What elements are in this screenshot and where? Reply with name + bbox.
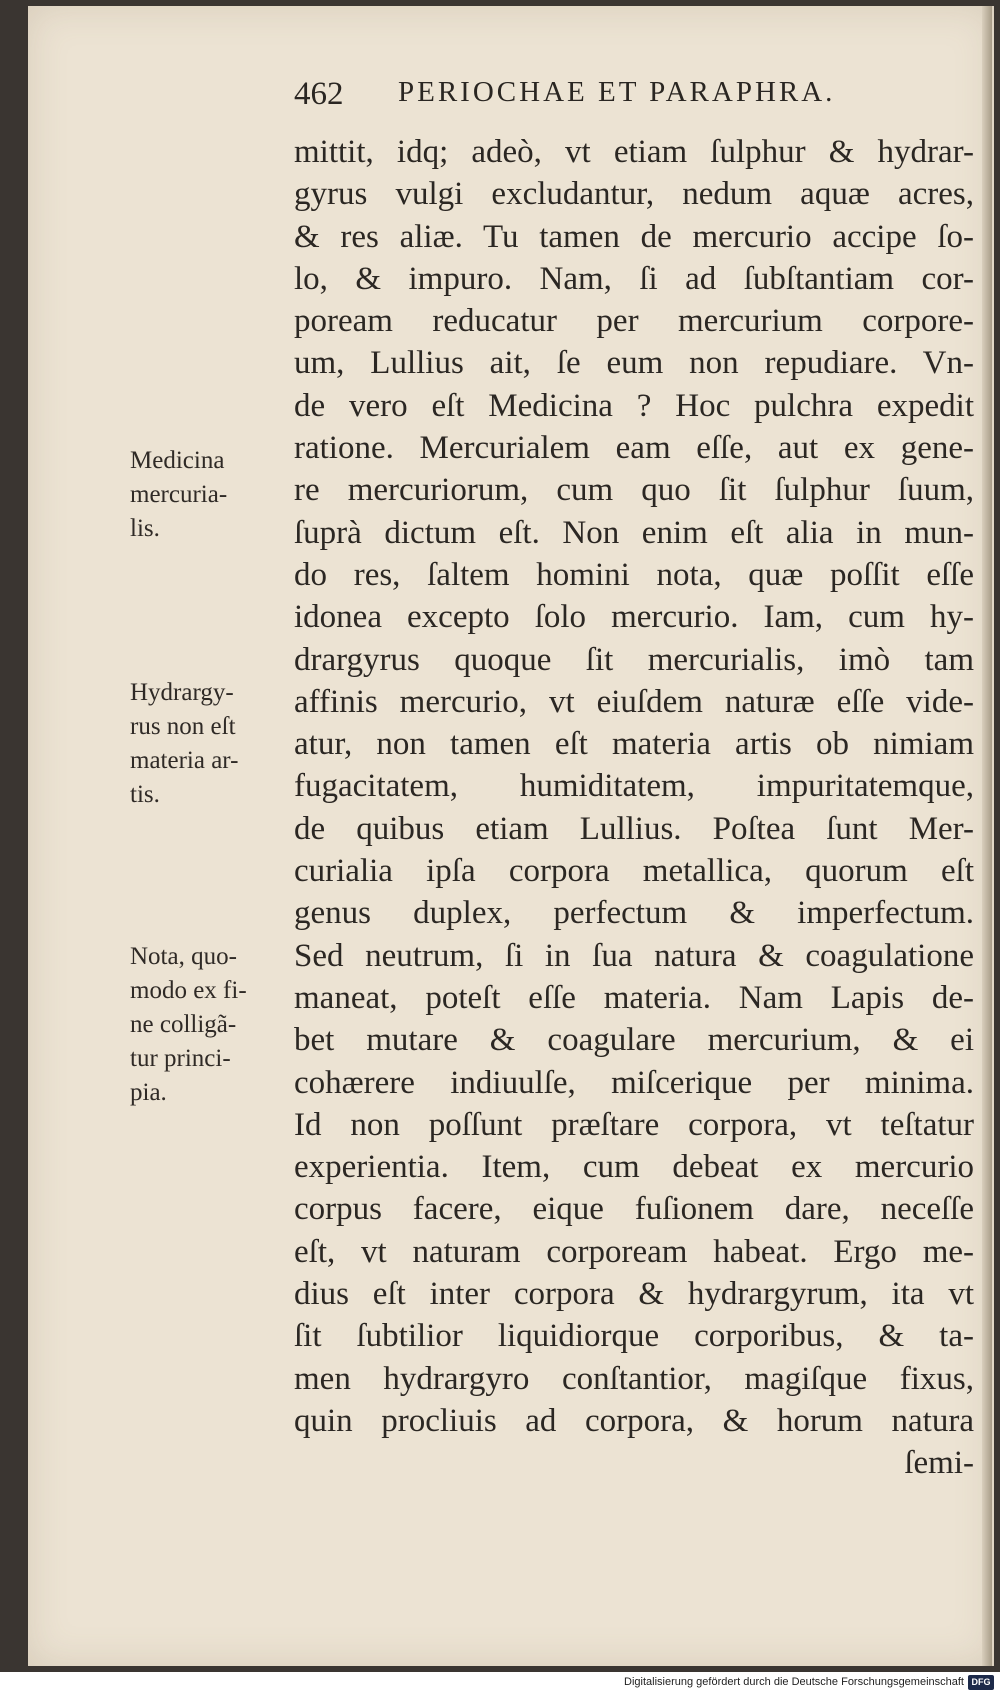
margin-note-line: Nota, quo- bbox=[130, 943, 237, 970]
text-line: curialia ipſa corpora metallica, quorum eſt bbox=[294, 853, 974, 890]
text-line: dius eſt inter corpora & hydrargyrum, ita vt bbox=[294, 1276, 974, 1313]
main-text-block bbox=[294, 131, 974, 1485]
text-line: de quibus etiam Lullius. Poſtea ſunt Mer- bbox=[294, 810, 974, 847]
margin-note-line: modo ex fi- bbox=[130, 977, 247, 1004]
margin-note-line: tur princi- bbox=[130, 1045, 231, 1072]
text-line: maneat, poteſt eſſe materia. Nam Lapis de- bbox=[294, 979, 974, 1016]
text-line: bet mutare & coagulare mercurium, & ei bbox=[294, 1022, 974, 1059]
text-line: eſt, vt naturam corpoream habeat. Ergo me- bbox=[294, 1233, 974, 1270]
margin-note-line: materia ar- bbox=[130, 747, 239, 774]
text-line: um, Lullius ait, ſe eum non repudiare. Vn- bbox=[294, 345, 974, 382]
text-line: de vero eſt Medicina ? Hoc pulchra expedit bbox=[294, 387, 974, 424]
margin-note-line: Medicina bbox=[130, 447, 225, 474]
text-line: affinis mercurio, vt eiuſdem naturæ eſſe vide- bbox=[294, 683, 974, 720]
text-line: Sed neutrum, ſi in ſua natura & coagulatione bbox=[294, 937, 974, 974]
text-line: & res aliæ. Tu tamen de mercurio accipe ſo- bbox=[294, 218, 974, 255]
margin-note-line: pia. bbox=[130, 1079, 167, 1106]
text-line: experientia. Item, cum debeat ex mercurio bbox=[294, 1149, 974, 1186]
text-line: do res, ſaltem homini nota, quæ poſſit eſſe bbox=[294, 556, 974, 593]
margin-note-hydrargyrus bbox=[130, 676, 280, 812]
text-line: mittit, idq; adeò, vt etiam ſulphur & hydrar- bbox=[294, 134, 974, 170]
margin-note-line: Hydrargy- bbox=[130, 679, 234, 706]
margin-note-line: mercuria- bbox=[130, 481, 228, 508]
margin-note-line: ne colligã- bbox=[130, 1011, 237, 1038]
text-line: gyrus vulgi excludantur, nedum aquæ acres, bbox=[294, 176, 974, 213]
text-line: lo, & impuro. Nam, ſi ad ſubſtantiam cor- bbox=[294, 260, 974, 297]
running-head bbox=[294, 76, 954, 116]
catchword: ſemi- bbox=[904, 1445, 974, 1482]
text-line: poream reducatur per mercurium corpore- bbox=[294, 303, 974, 340]
margin-note-nota bbox=[130, 940, 280, 1110]
text-line: genus duplex, perfectum & imperfectum. bbox=[294, 895, 974, 932]
text-line: ſuprà dictum eſt. Non enim eſt alia in mun- bbox=[294, 514, 974, 551]
page-number: 462 bbox=[294, 76, 344, 112]
footer-strip bbox=[0, 1672, 1000, 1695]
text-line: drargyrus quoque ſit mercurialis, imò tam bbox=[294, 641, 974, 678]
text-line: ſit ſubtilior liquidiorque corporibus, & ta- bbox=[294, 1318, 974, 1355]
margin-note-line: tis. bbox=[130, 781, 160, 808]
margin-note-line: rus non eſt bbox=[130, 713, 236, 740]
text-line: corpus facere, eique fuſionem dare, neceſſe bbox=[294, 1191, 974, 1228]
page-edge bbox=[982, 6, 992, 1666]
margin-note-line: lis. bbox=[130, 515, 160, 542]
text-line: ratione. Mercurialem eam eſſe, aut ex gene- bbox=[294, 430, 974, 467]
running-title: PERIOCHAE ET PARAPHRA. bbox=[398, 76, 836, 108]
text-line: men hydrargyro conſtantior, magiſque fixus, bbox=[294, 1360, 974, 1397]
margin-note-medicina bbox=[130, 444, 280, 546]
text-line: cohærere indiuulſe, miſcerique per minima. bbox=[294, 1064, 974, 1101]
text-line: fugacitatem, humiditatem, impuritatemque, bbox=[294, 768, 974, 805]
text-line: quin procliuis ad corpora, & horum natura bbox=[294, 1402, 974, 1439]
funding-credit: Digitalisierung gefördert durch die Deutsche Forschungsgemeinschaft bbox=[624, 1676, 964, 1688]
text-line: idonea excepto ſolo mercurio. Iam, cum hy- bbox=[294, 599, 974, 636]
text-line: Id non poſſunt præſtare corpora, vt teſtatur bbox=[294, 1106, 974, 1143]
dfg-logo: DFG bbox=[968, 1675, 994, 1690]
text-line: re mercuriorum, cum quo ſit ſulphur ſuum, bbox=[294, 472, 974, 509]
text-line: atur, non tamen eſt materia artis ob nimiam bbox=[294, 726, 974, 763]
